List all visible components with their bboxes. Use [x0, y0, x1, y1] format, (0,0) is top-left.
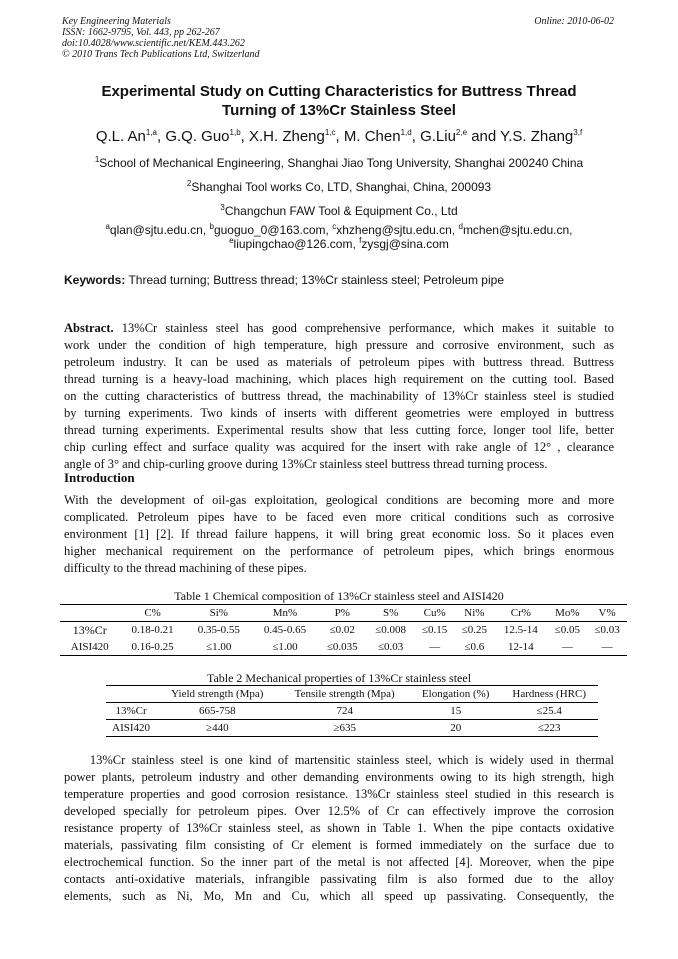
- abstract-line: on the cutting characteristics of buttress thread, the machinability of 13%Cr stainless steel is studied: [64, 389, 614, 403]
- author: X.H. Zheng$^{1,c}$,: [249, 128, 344, 145]
- abstract-label: Abstract.: [64, 321, 114, 335]
- abstract-line: petroleum industry. It can be used as materials of petroleum pipes with buttress thread. Buttress: [64, 355, 614, 369]
- col-header: Cu%: [415, 605, 455, 622]
- table-row: 13%Cr 0.18-0.21 0.35-0.55 0.45-0.65 ≤0.02 ≤0.008 ≤0.15 ≤0.25 12.5-14 ≤0.05 ≤0.03: [60, 622, 627, 639]
- abstract-line: Abstract. 13%Cr stainless steel has good comprehensive performance, which makes it suitable to: [64, 321, 614, 335]
- affiliation-2: $^2$Shanghai Tool works Co, LTD, Shanghai, China, 200093: [186, 179, 492, 194]
- journal-header: [62, 16, 260, 60]
- author: Q.L. An$^{1,a}$,: [95, 128, 166, 145]
- body-paragraph: [64, 752, 614, 905]
- body-line: 13%Cr stainless steel is one kind of martensitic stainless steel, which is widely used in thermal: [64, 753, 614, 767]
- keywords-label: Keywords:: [64, 273, 126, 287]
- table-row: 13%Cr 665-758 724 15 ≤25.4: [106, 703, 598, 720]
- table-2-caption: Table 2 Mechanical properties of 13%Cr stainless steel: [206, 671, 472, 685]
- intro-line: With the development of oil-gas exploitation, geological conditions are becoming more and more: [64, 493, 614, 507]
- affiliation-3: $^3$Changchun FAW Tool & Equipment Co., Ltd: [220, 203, 458, 218]
- author: G.Liu$^{2,e}$ and: [420, 128, 501, 145]
- abstract-line: by turning experiments. Two kinds of inserts with different geometries were employed in buttress: [64, 406, 614, 420]
- row-label: 13%Cr: [72, 622, 107, 637]
- body-line: developed specially for petroleum pipes. Over 12.5% of Cr can effectively improve the corrosion: [64, 804, 614, 818]
- abstract: [64, 320, 614, 473]
- body-line: temperature properties and good corrosion resistance. 13%Cr stainless steel studied in this research is: [64, 787, 614, 801]
- journal-name: Key Engineering Materials: [62, 16, 171, 27]
- intro-line: environment [1] [2]. If thread failure happens, it will bring great economic loss. So it places even: [64, 527, 614, 541]
- email-link[interactable]: zysgj@sina.com: [361, 237, 449, 251]
- col-header: Elongation (%): [411, 686, 500, 703]
- email-link[interactable]: liupingchao@126.com,: [233, 237, 360, 251]
- col-header: Hardness (HRC): [500, 686, 598, 703]
- author: Y.S. Zhang$^{3,f}$: [500, 128, 583, 145]
- table-2-mechanical-properties: [106, 685, 598, 737]
- emails-line-2: $^e$liupingchao@126.com, $^f$zysgj@sina.com: [229, 236, 449, 251]
- intro-line: complicated. Petroleum pipes have to be faced even more critical conditions such as corrosive: [64, 510, 614, 524]
- abstract-line: thread turning is a heavy-load machining, which places high requirement on the cutting tool. Based: [64, 372, 614, 386]
- author-list: [20, 128, 658, 146]
- row-label: AISI420: [60, 639, 119, 656]
- body-line: contacts anti-oxidative materials, infrangible passivating film is also formed due to the alloy: [64, 872, 614, 886]
- col-header: Mn%: [252, 605, 318, 622]
- body-line: power plants, petroleum industry and other demanding environments owing to its high strength, high: [64, 770, 614, 784]
- author-emails: [20, 223, 658, 251]
- online-date: Online: 2010-06-02: [534, 16, 614, 27]
- email-link[interactable]: guoguo_0@163.com,: [213, 223, 333, 237]
- emails-line-1: $^a$qlan@sjtu.edu.cn, $^b$guoguo_0@163.com, $^c$xhzheng@sjtu.edu.cn, $^d$mchen@sjtu.edu.cn,: [105, 222, 573, 237]
- affiliation-1: $^1$School of Mechanical Engineering, Shanghai Jiao Tong University, Shanghai 200240 China: [94, 155, 584, 170]
- body-line: materials, passivating film consisting of Cr element is formed immediately on the surface due to: [64, 838, 614, 852]
- body-line: electrochemical function. So the inner part of the metal is not affected [4]. Moreover, when the pipe: [64, 855, 614, 869]
- table-header-row: [106, 686, 598, 703]
- author: M. Chen$^{1,d}$,: [343, 128, 421, 145]
- col-header: Yield strength (Mpa): [156, 686, 278, 703]
- col-header: Mo%: [547, 605, 587, 622]
- row-label: 13%Cr: [106, 703, 156, 720]
- introduction-paragraph: [64, 492, 614, 577]
- email-link[interactable]: qlan@sjtu.edu.cn,: [109, 223, 210, 237]
- table-1-chemical-composition: [60, 604, 627, 656]
- title-line-1: Experimental Study on Cutting Characteristics for Buttress Thread: [101, 83, 577, 100]
- keywords-text: Thread turning; Buttress thread; 13%Cr stainless steel; Petroleum pipe: [125, 273, 504, 287]
- intro-line: difficulty to the thread machining of these pipes.: [64, 561, 307, 575]
- keywords: [64, 273, 616, 287]
- abstract-line: thread turning experiments. Experimental results show that less cutting force, longer tool life, better: [64, 423, 614, 437]
- col-header: P%: [318, 605, 366, 622]
- email-link[interactable]: mchen@sjtu.edu.cn,: [462, 223, 573, 237]
- paper-title: [40, 82, 638, 120]
- table-1-caption: Table 1 Chemical composition of 13%Cr stainless steel and AISI420: [174, 589, 504, 603]
- body-line: elements, such as Ni, Mo, Mn and Cu, which all speed up passivating. Consequently, the: [64, 889, 614, 903]
- col-header: Si%: [186, 605, 252, 622]
- abstract-line: angle of 3° and chip-curling groove during 13%Cr stainless steel buttress thread turning process.: [64, 457, 548, 471]
- row-label: AISI420: [106, 720, 156, 737]
- section-heading-introduction: Introduction: [64, 470, 135, 485]
- intro-line: higher mechanical requirement on the performance of petroleum pipes, which brings enormous: [64, 544, 614, 558]
- col-header: S%: [366, 605, 414, 622]
- col-header: V%: [587, 605, 627, 622]
- doi-line: doi:10.4028/www.scientific.net/KEM.443.262: [62, 38, 245, 49]
- col-header: Tensile strength (Mpa): [278, 686, 411, 703]
- table-row: AISI420 0.16-0.25 ≤1.00 ≤1.00 ≤0.035 ≤0.03 — ≤0.6 12-14 — —: [60, 639, 627, 656]
- author: G.Q. Guo$^{1,b}$,: [165, 128, 249, 145]
- issn-line: ISSN: 1662-9795, Vol. 443, pp 262-267: [62, 27, 220, 38]
- table-row: AISI420 ≥440 ≥635 20 ≤223: [106, 720, 598, 737]
- table-header-row: [60, 605, 627, 622]
- abstract-line: work under the condition of high temperature, high pressure and corrosive environment, such as: [64, 338, 614, 352]
- title-line-2: Turning of 13%Cr Stainless Steel: [222, 102, 456, 119]
- col-header: C%: [119, 605, 185, 622]
- col-header: Ni%: [455, 605, 495, 622]
- copyright-line: © 2010 Trans Tech Publications Ltd, Switzerland: [62, 49, 260, 60]
- body-line: resistance property of 13%Cr stainless steel, as shown in Table 1. When the pipe contacts oxidative: [64, 821, 614, 835]
- email-link[interactable]: xhzheng@sjtu.edu.cn,: [336, 223, 459, 237]
- col-header: Cr%: [494, 605, 547, 622]
- abstract-line: chip curling effect and surface quality was acquired for the insert with rake angle of 12° , clearance: [64, 440, 614, 454]
